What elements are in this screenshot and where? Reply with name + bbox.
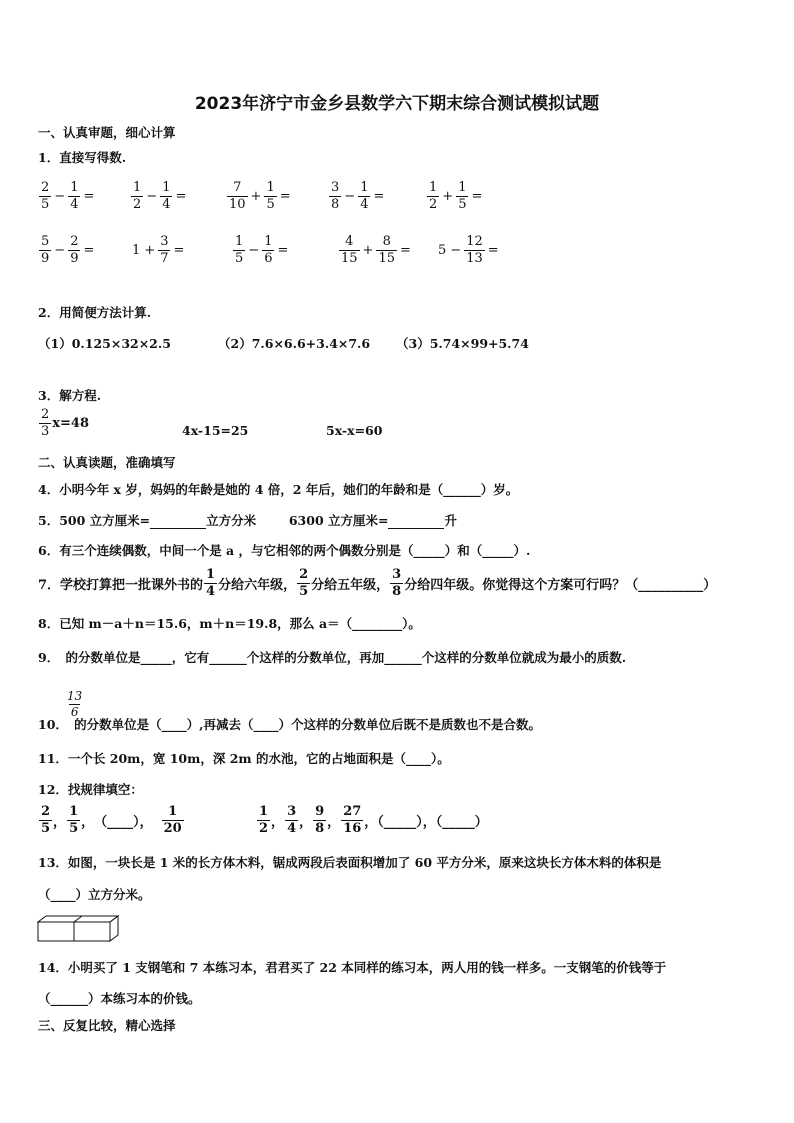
section-3-heading: 三、反复比较，精心选择: [38, 1018, 176, 1033]
q14-line-2: （______）本练习本的价钱。: [38, 991, 201, 1006]
q1-expr: 1 + $\frac{3}{7}$ =: [132, 234, 185, 266]
q1-expr: 5 9 − $\frac{2}{9}$ =: [41, 234, 95, 266]
q2-item-3: （3）5.74×99+5.74: [396, 336, 529, 351]
q14-line-1: 14．小明买了 1 支钢笔和 7 本练习本，君君买了 22 本同样的练习本，两人用的钱一样多。一支钢笔的价钱等于: [38, 960, 667, 975]
q5-text: 5．500 立方厘米= 立方分米 6300 立方厘米= 升: [38, 513, 457, 528]
q3-equation-1: 2 3 x=48: [41, 407, 90, 439]
q2-label: 2．用简便方法计算.: [38, 305, 152, 320]
q6-text: 6．有三个连续偶数，中间一个是 a ，与它相邻的两个偶数分别是（_____）和（_____）.: [38, 543, 531, 558]
q1-expr: 7 10 + $\frac{1}{5}$ =: [229, 180, 291, 212]
section-2-heading: 二、认真读题，准确填写: [38, 455, 176, 470]
cuboid-figure: [36, 914, 120, 944]
q10-fraction: 13 6: [67, 689, 83, 719]
q1-expr: 1 5 − $\frac{1}{6}$ =: [235, 234, 289, 266]
q1-expr: 4 15 + $\frac{8}{15}$ =: [341, 234, 411, 266]
q9-text: 9． 的分数单位是_____，它有______个这样的分数单位，再加______个这样的分数单位就成为最小的质数.: [38, 650, 627, 665]
q13-line-1: 13．如图，一块长是 1 米的长方体木料，锯成两段后表面积增加了 60 平方分米，原来这块长方体木料的体积是: [38, 855, 662, 870]
q10-text: 10． 的分数单位是（____）,再减去（____）个这样的分数单位后既不是质数也不是合数。: [38, 717, 541, 732]
q13-line-2: （____）立方分米。: [38, 887, 151, 902]
q1-expr: 2 5 − $\frac{1}{4}$ =: [41, 180, 95, 212]
page-title: 2023年济宁市金乡县数学六下期末综合测试模拟试题: [194, 94, 600, 114]
section-1-heading: 一、认真审题，细心计算: [38, 125, 176, 140]
q2-item-2: （2）7.6×6.6+3.4×7.6: [218, 336, 371, 351]
q11-text: 11．一个长 20m，宽 10m，深 2m 的水池，它的占地面积是（____）。: [38, 751, 450, 766]
q3-label: 3．解方程.: [38, 388, 102, 403]
q1-expr: 1 2 − $\frac{1}{4}$ =: [133, 180, 187, 212]
q2-item-1: （1）0.125×32×2.5: [38, 336, 171, 351]
q1-expr: 5 − $\frac{12}{13}$ =: [438, 234, 499, 266]
q7-text: 7．学校打算把一批课外书的 1 4 分给六年级， 2 5 分给五年级， 3 8 分给四年级。你觉得这个方案可行吗？（__________）: [38, 567, 717, 599]
q12-sequence-1: 2 5 ， 1 5 ， （____）， 1 20: [41, 804, 182, 836]
q1-expr: 3 8 − $\frac{1}{4}$ =: [331, 180, 385, 212]
q8-text: 8．已知 m－a＋n＝15.6，m＋n＝19.8，那么 a＝（________）。: [38, 616, 421, 631]
q3-equation-2: 4x-15=25: [182, 423, 249, 438]
q12-sequence-2: 1 2 ， 3 4 ， 9 8 ， 27 16 ，（_____），（_____）: [259, 804, 488, 836]
q4-text: 4．小明今年 x 岁，妈妈的年龄是她的 4 倍，2 年后，她们的年龄和是（______）岁。: [38, 482, 519, 497]
q1-expr: 1 2 + $\frac{1}{5}$ =: [429, 180, 483, 212]
q1-label: 1．直接写得数.: [38, 150, 127, 165]
q3-equation-3: 5x-x=60: [326, 423, 383, 438]
q12-label: 12．找规律填空：: [38, 782, 143, 797]
